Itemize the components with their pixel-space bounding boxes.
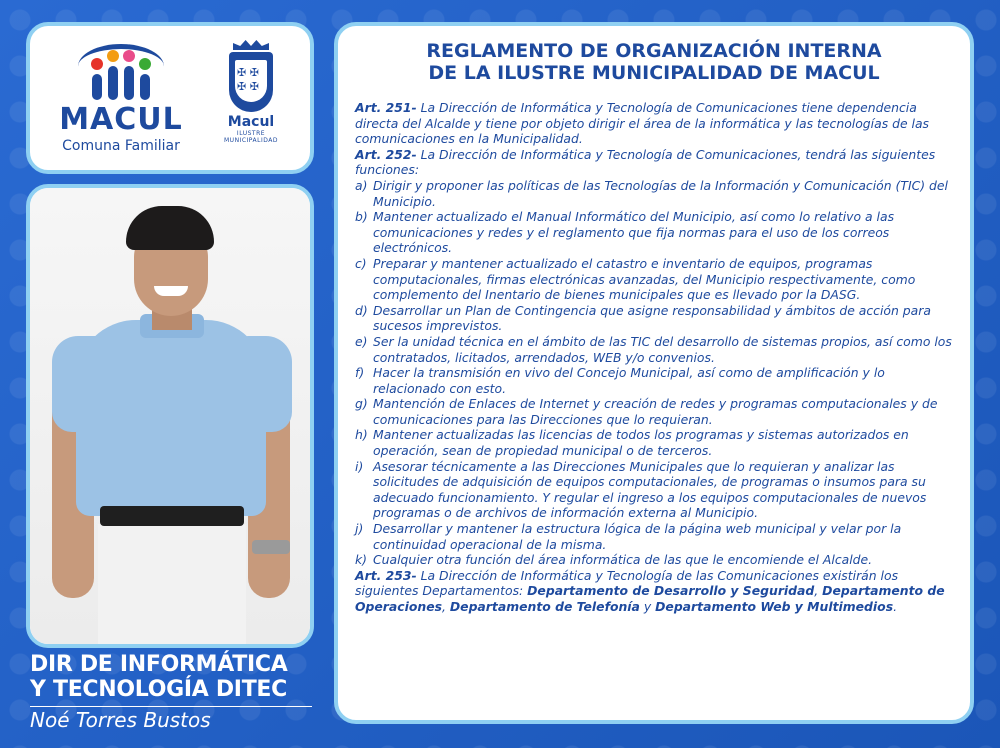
list-item-text: Asesorar técnicamente a las Direcciones Municipales que lo requieran y analizar las solicitudes de adquisición de equipos computacionales, de programas o insumos para su adecuado funcionamiento. Y regular el ingreso a los equipos computacionales de nuevos programas o de archivos de información externa al Municipio.: [373, 458, 927, 521]
list-item-text: Cualquier otra función del área informática de las que le encomiende el Alcalde.: [373, 552, 873, 568]
department-4: Departamento Web y Multimedios: [655, 599, 894, 614]
list-item: [355, 365, 952, 396]
list-item: [355, 178, 952, 209]
article-253: [355, 568, 952, 615]
list-item-label: c): [355, 255, 367, 271]
list-item-label: f): [355, 365, 365, 381]
list-item-label: e): [355, 333, 368, 349]
list-item-text: Desarrollar un Plan de Contingencia que asigne responsabilidad y ámbitos de acción para sucesos imprevistos.: [373, 302, 931, 334]
separator: ,: [441, 599, 450, 614]
divider: [30, 706, 312, 707]
department-2: Departamento de Operaciones: [355, 583, 945, 614]
brand-subtitle: Comuna Familiar: [62, 138, 180, 154]
list-item-label: h): [355, 427, 368, 443]
regulation-title-line1: REGLAMENTO DE ORGANIZACIÓN INTERNA: [426, 40, 882, 62]
list-item: [355, 334, 952, 365]
list-item-text: Dirigir y proponer las políticas de las Tecnologías de la Información y Comunicación (TIC) del Municipio.: [373, 177, 948, 209]
article-text: La Dirección de Informática y Tecnología de Comunicaciones tiene dependencia directa del Alcalde y tiene por objeto dirigir el área de la informática y las tecnologías de las comunicaciones en la Municipalidad.: [355, 100, 930, 147]
list-item: [355, 396, 952, 427]
list-item-text: Mantener actualizadas las licencias de todos los programas y sistemas autorizados en operación, sean de propiedad municipal o de terceros.: [373, 427, 909, 459]
crest-subtitle: ILUSTRE MUNICIPALIDAD: [224, 130, 278, 144]
list-item: [355, 427, 952, 458]
article-251: [355, 100, 952, 147]
list-item-text: Ser la unidad técnica en el ámbito de las TIC del desarrollo de sistemas propios, así como los contratados, licitados, arrendados, WEB y/o convenios.: [373, 333, 952, 365]
logo-panel: [26, 22, 314, 174]
crown-icon: [233, 40, 269, 50]
director-name: Noé Torres Bustos: [30, 708, 211, 732]
regulation-body: [355, 100, 952, 615]
separator: ,: [814, 583, 823, 599]
article-252: [355, 147, 952, 178]
regulation-panel: [334, 22, 974, 724]
period: .: [893, 599, 898, 614]
article-label: Art. 253-: [355, 567, 417, 583]
list-item-label: d): [355, 302, 368, 318]
department-3: Departamento de Telefonía: [449, 599, 640, 614]
municipal-crest-logo: [218, 40, 284, 144]
list-item: [355, 459, 952, 521]
list-item-label: i): [355, 458, 364, 474]
list-item-text: Mantención de Enlaces de Internet y creación de redes y programas computacionales y de comunicaciones para las Direcciones que lo requieran.: [373, 396, 938, 427]
director-title: [30, 652, 312, 702]
separator: y: [639, 599, 656, 614]
director-title-line1: DIR DE INFORMÁTICA: [30, 652, 288, 677]
list-item-text: Hacer la transmisión en vivo del Concejo Municipal, así como de amplificación y lo relacionado con esto.: [373, 365, 885, 396]
list-item: [355, 256, 952, 303]
crest-name: Macul: [227, 114, 275, 130]
article-text: La Dirección de Informática y Tecnología de las Comunicaciones existirán los siguientes Departamentos:: [355, 567, 899, 599]
list-item-label: k): [355, 552, 368, 568]
shield-icon: [229, 52, 273, 112]
regulation-title: [338, 40, 970, 84]
article-text: La Dirección de Informática y Tecnología de Comunicaciones, tendrá las siguientes funciones:: [355, 146, 936, 178]
list-item-label: b): [355, 209, 368, 225]
article-label: Art. 251-: [355, 100, 417, 115]
list-item: [355, 303, 952, 334]
list-item-label: a): [355, 177, 368, 193]
director-photo: [26, 184, 314, 648]
director-title-line2: Y TECNOLOGÍA DITEC: [30, 677, 287, 702]
list-item: [355, 209, 952, 256]
list-item: [355, 521, 952, 552]
article-label: Art. 252-: [355, 146, 417, 162]
list-item-label: g): [355, 396, 368, 412]
brand-name: MACUL: [59, 102, 183, 137]
list-item-text: Preparar y mantener actualizado el catastro e inventario de equipos, programas computacionales, firmas electrónicas avanzadas, del Municipio respectivamente, como complemento del Inentario de bienes municipales que es llevado por la DASG.: [373, 255, 916, 303]
list-item-text: Mantener actualizado el Manual Informático del Municipio, así como lo relativo a las comunicaciones y redes y el reglamento que fija normas para el uso de los correos electrónicos.: [373, 209, 895, 256]
list-item-text: Desarrollar y mantener la estructura lógica de la página web municipal y velar por la continuidad operacional de la misma.: [373, 521, 902, 552]
list-item-label: j): [355, 521, 364, 537]
regulation-title-line2: DE LA ILUSTRE MUNICIPALIDAD DE MACUL: [428, 62, 880, 84]
department-1: Departamento de Desarrollo y Seguridad: [527, 583, 815, 599]
macul-brand-logo: [56, 40, 186, 154]
list-item: [355, 552, 952, 568]
